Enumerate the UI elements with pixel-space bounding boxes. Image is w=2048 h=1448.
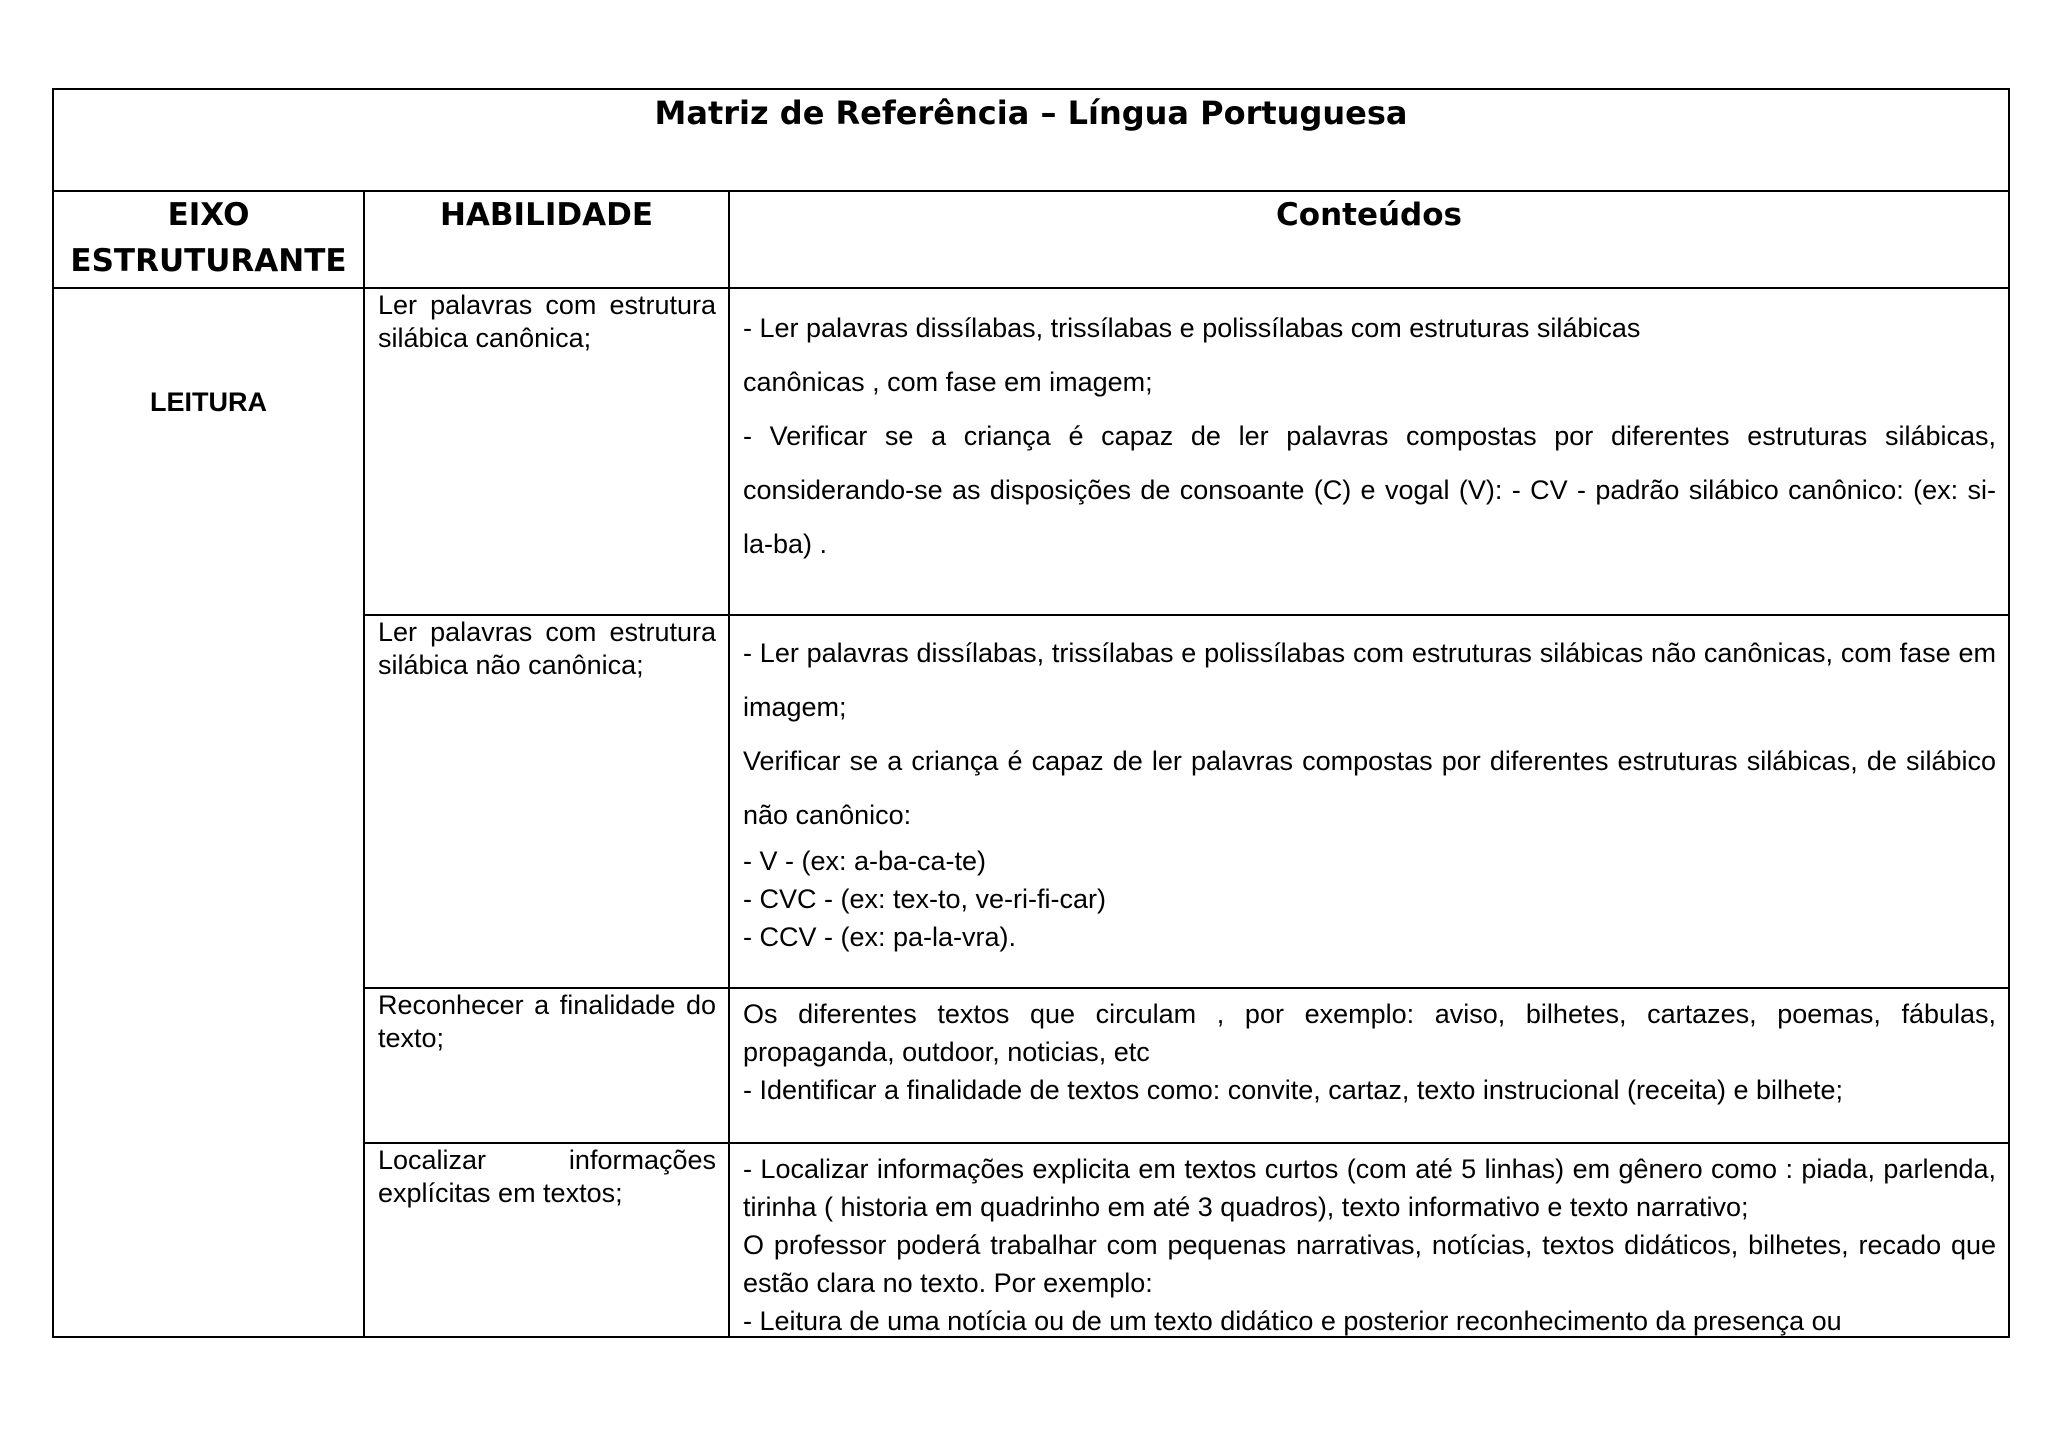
conteudo-line: - V - (ex: a-ba-ca-te): [743, 846, 987, 876]
habilidade-text: Ler palavras com estrutura silábica canônica;: [378, 290, 716, 353]
page-title: Matriz de Referência – Língua Portuguesa: [53, 89, 2009, 191]
conteudos-cell: [729, 615, 2009, 988]
conteudo-line: O professor poderá trabalhar com pequenas narrativas, notícias, textos didáticos, bilhetes, recado que estão clara no texto. Por exemplo:: [743, 1230, 1997, 1298]
header-eixo-line1: EIXO: [167, 197, 250, 233]
habilidade-cell: [364, 615, 729, 988]
eixo-leitura: LEITURA: [53, 288, 364, 1337]
conteudos-cell: [729, 288, 2009, 615]
reference-matrix-table: [52, 88, 2010, 1338]
conteudo-line: - Ler palavras dissílabas, trissílabas e polissílabas com estruturas silábicas: [743, 313, 1641, 343]
conteudo-line: - Verificar se a criança é capaz de ler palavras compostas por diferentes estruturas silábicas, considerando-se as disposições de consoante (C) e vogal (V): - CV - padrão silábico canônico: (ex: si-la-ba) .: [743, 421, 1997, 559]
conteudo-line: - Leitura de uma notícia ou de um texto didático e posterior reconhecimento da presença ou: [743, 1306, 1842, 1336]
header-habilidade: HABILIDADE: [364, 191, 729, 288]
habilidade-cell: [364, 288, 729, 615]
header-eixo-estruturante: [53, 191, 364, 288]
conteudos-cell: [729, 1143, 2009, 1337]
conteudo-line: - Identificar a finalidade de textos como: convite, cartaz, texto instrucional (receita) e bilhete;: [743, 1075, 1844, 1105]
conteudos-clip: [743, 1150, 1996, 1336]
habilidade-cell: [364, 988, 729, 1143]
conteudo-line: - CVC - (ex: tex-to, ve-ri-fi-car): [743, 884, 1107, 914]
conteudo-line: Verificar se a criança é capaz de ler palavras compostas por diferentes estruturas silábicas, de silábico não canônico:: [743, 746, 1997, 830]
habilidade-text: Reconhecer a finalidade do texto;: [378, 990, 716, 1053]
conteudo-line: - CCV - (ex: pa-la-vra).: [743, 922, 1017, 952]
conteudo-line: Os diferentes textos que circulam , por exemplo: aviso, bilhetes, cartazes, poemas, fábulas, propaganda, outdoor, noticias, etc: [743, 999, 1997, 1067]
habilidade-text: Ler palavras com estrutura silábica não canônica;: [378, 617, 716, 680]
table-row: [53, 288, 2009, 615]
conteudo-line: - Localizar informações explicita em textos curtos (com até 5 linhas) em gênero como : piada, parlenda, tirinha ( historia em quadrinho em até 3 quadros), texto informativo e texto narrativo;: [743, 1154, 1997, 1222]
header-eixo-line2: ESTRUTURANTE: [70, 243, 347, 279]
conteudo-line: canônicas , com fase em imagem;: [743, 367, 1153, 397]
header-conteudos: Conteúdos: [729, 191, 2009, 288]
conteudo-line: - Ler palavras dissílabas, trissílabas e polissílabas com estruturas silábicas não canônicas, com fase em imagem;: [743, 638, 1997, 722]
habilidade-cell: [364, 1143, 729, 1337]
habilidade-text: Localizar informações explícitas em textos;: [378, 1145, 716, 1208]
conteudos-cell: [729, 988, 2009, 1143]
